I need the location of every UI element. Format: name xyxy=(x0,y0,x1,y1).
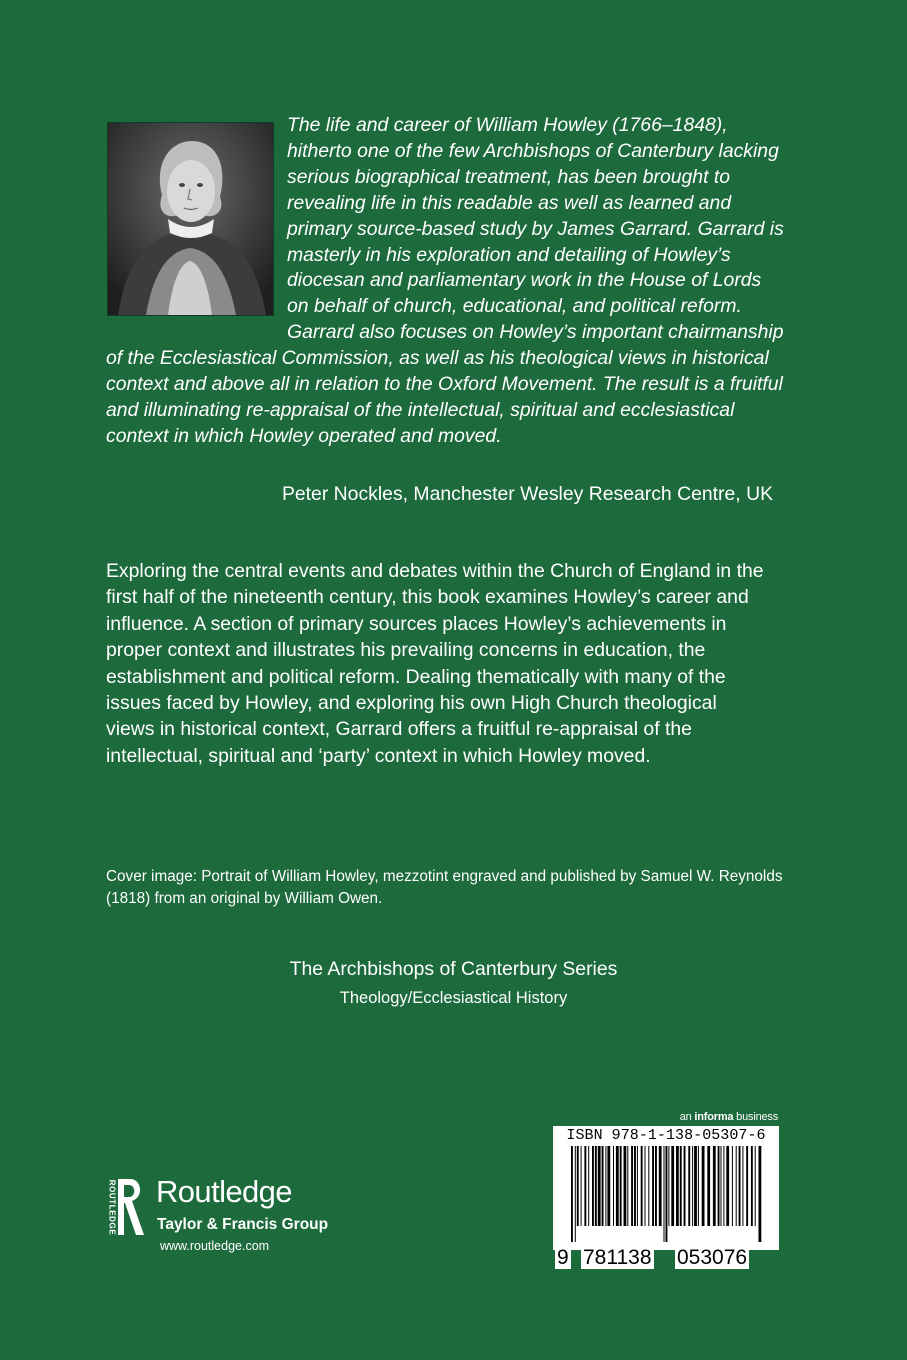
routledge-logo xyxy=(100,1170,350,1260)
barcode-digits-left: 781138 xyxy=(583,1246,652,1269)
publisher-url: www.routledge.com xyxy=(160,1239,270,1253)
series-title: The Archbishops of Canterbury Series xyxy=(289,958,618,980)
publisher-group: Taylor & Francis Group xyxy=(157,1216,329,1233)
routledge-vertical-text: ROUTLEDGE xyxy=(107,1179,117,1236)
informa-brand: informa xyxy=(694,1111,734,1123)
barcode-bars xyxy=(557,1146,775,1242)
informa-prefix: an xyxy=(679,1111,695,1123)
informa-suffix: business xyxy=(733,1111,778,1123)
endorsement-quote xyxy=(106,113,786,450)
barcode-digits-right: 053076 xyxy=(677,1246,748,1269)
book-description: Exploring the central events and debates within the Church of England in the first half of the nineteenth century, this book examines Howley’s career and influence. A section of primary sources places Howley’s achievements in proper context and illustrates his prevailing concerns in education, the establishment and political reform. Dealing thematically with many of the issues faced by Howley, and exploring his own High Church theological views in historical context, Garrard offers a fruitful re-appraisal of the intellectual, spiritual and ‘party’ context in which Howley moved. xyxy=(106,560,764,767)
publisher-name: Routledge xyxy=(156,1174,292,1209)
cover-image-credit: Cover image: Portrait of William Howley, mezzotint engraved and published by Samuel W. Reynolds (1818) from an original by William Owen. xyxy=(106,868,783,907)
endorsement-attribution: Peter Nockles, Manchester Wesley Research Centre, UK xyxy=(281,483,773,505)
endorsement-quote-text: The life and career of William Howley (1766–1848), hitherto one of the few Archbishops of Canterbury lacking serious biographical treatment, has been brought to revealing life in this readable as well as learned and primary source-based study by James Garrard. Garrard is masterly in his exploration and detailing of Howley’s diocesan and parliamentary work in the House of Lords on behalf of church, educational, and political reform. Garrard also focuses on Howley’s important chairmanship of the Ecclesiastical Commission, as well as his theological views in historical context and above all in relation to the Oxford Movement. The result is a fruitful and illuminating re-appraisal of the intellectual, spiritual and ecclesiastical context in which Howley operated and moved. xyxy=(106,114,784,447)
informa-business-label xyxy=(600,1111,778,1123)
isbn-barcode xyxy=(553,1126,779,1269)
isbn-label: ISBN 978-1-138-05307-6 xyxy=(566,1127,766,1144)
subject-category: Theology/Ecclesiastical History xyxy=(339,989,568,1007)
barcode-digit-first: 9 xyxy=(557,1246,569,1269)
